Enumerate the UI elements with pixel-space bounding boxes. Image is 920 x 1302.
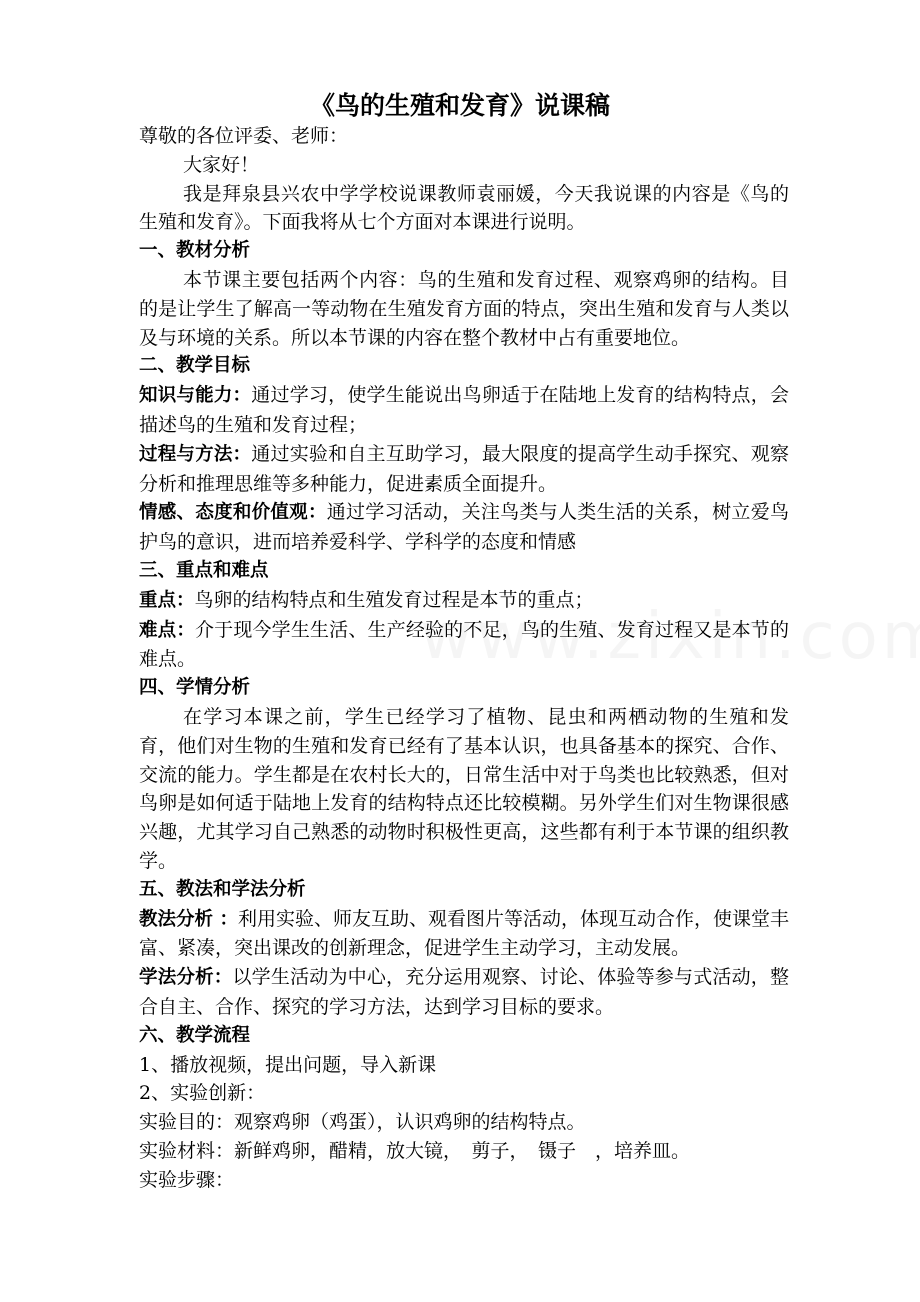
process-line: 2、实验创新： <box>139 1082 266 1105</box>
intro-paragraph: 我是拜泉县兴农中学学校说课教师袁丽媛，今天我说课的内容是《鸟的生殖和发育》。下面我将从七个方面对本课进行说明。 <box>139 182 789 234</box>
method-text: 利用实验、师友互助、观看图片等活动，体现互动合作，使课堂丰富、紧凑，突出课改的创新理念，促进学生主动学习，主动发展。 <box>139 907 789 960</box>
section-text-4: 在学习本课之前，学生已经学习了植物、昆虫和两栖动物的生殖和发育，他们对生物的生殖和发育已经有了基本认识，也具备基本的探究、合作、交流的能力。学生都是在农村长大的，日常生活中对于鸟类也比较熟悉，但对鸟卵是如何适于陆地上发育的结构特点还比较模糊。另外学生们对生物课很感兴趣，尤其学习自己熟悉的动物时积极性更高，这些都有利于本节课的组织教学。 <box>139 705 789 872</box>
process-line: 1、播放视频，提出问题，导入新课 <box>139 1053 437 1076</box>
key-point-text: 鸟卵的结构特点和生殖发育过程是本节的重点； <box>194 588 594 611</box>
key-point-label: 难点： <box>139 619 195 641</box>
hello: 大家好！ <box>183 153 260 176</box>
method-text: 以学生活动为中心，充分运用观察、讨论、体验等参与式活动，整合自主、合作、探究的学习方法，达到学习目标的要求。 <box>139 966 789 1018</box>
objective-label: 情感、态度和价值观： <box>139 502 327 524</box>
key-point-label: 重点： <box>139 589 195 611</box>
section-heading-6: 六、教学流程 <box>139 1024 251 1046</box>
greeting: 尊敬的各位评委、老师： <box>139 125 349 147</box>
method-item <box>139 905 789 964</box>
objective-label: 过程与方法： <box>139 443 252 465</box>
process-line: 实验材料：新鲜鸡卵，醋精，放大镜， 剪子， 镊子 ，培养皿。 <box>139 1139 691 1162</box>
key-point-item <box>139 586 789 616</box>
objective-item <box>139 381 789 440</box>
process-line: 实验步骤： <box>139 1168 235 1191</box>
section-text-1: 本节课主要包括两个内容：鸟的生殖和发育过程、观察鸡卵的结构。目的是让学生了解高一等动物在生殖发育方面的特点，突出生殖和发育与人类以及与环境的关系。所以本节课的内容在整个教材中占有重要地位。 <box>139 268 789 349</box>
objective-item <box>139 440 789 499</box>
process-line: 实验目的：观察鸡卵（鸡蛋），认识鸡卵的结构特点。 <box>139 1111 586 1134</box>
section-heading-3: 三、重点和难点 <box>139 559 269 581</box>
objective-label: 知识与能力： <box>139 385 252 407</box>
key-point-text: 介于现今学生生活、生产经验的不足，鸟的生殖、发育过程又是本节的难点。 <box>139 618 789 671</box>
document-body <box>139 122 789 1194</box>
method-item <box>139 963 789 1022</box>
key-point-item <box>139 616 789 675</box>
objective-item <box>139 498 789 557</box>
document-title: 《鸟的生殖和发育》说课稿 <box>309 91 610 120</box>
objective-text: 通过学习活动，关注鸟类与人类生活的关系，树立爱鸟护鸟的意识，进而培养爱科学、学科学的态度和情感 <box>139 501 789 554</box>
section-heading-2: 二、教学目标 <box>139 355 251 377</box>
section-heading-1: 一、教材分析 <box>139 240 251 262</box>
objective-text: 通过实验和自主互助学习，最大限度的提高学生动手探究、观察分析和推理思维等多种能力，促进素质全面提升。 <box>139 442 789 495</box>
method-label: 教法分析 ： <box>139 908 238 930</box>
section-heading-5: 五、教法和学法分析 <box>139 878 306 900</box>
section-heading-4: 四、学情分析 <box>139 677 251 699</box>
method-label: 学法分析： <box>139 967 233 989</box>
objective-text: 通过学习，使学生能说出鸟卵适于在陆地上发育的结构特点，会描述鸟的生殖和发育过程； <box>139 384 789 436</box>
